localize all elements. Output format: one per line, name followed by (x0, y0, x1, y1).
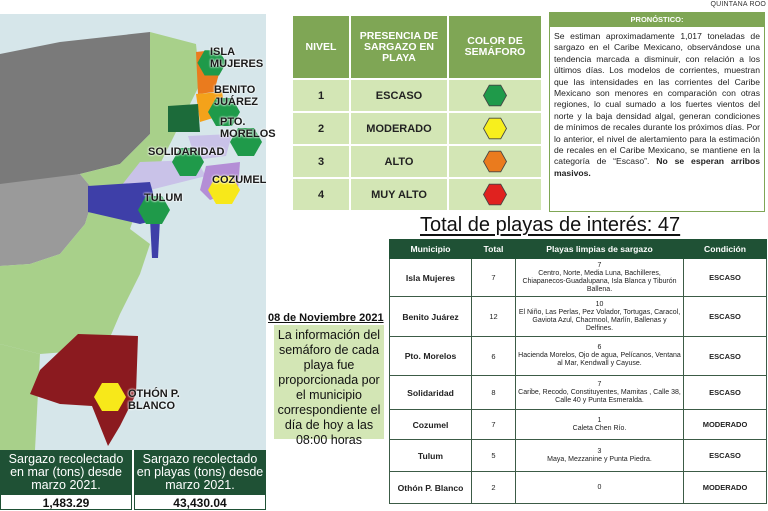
traffic-light-levels-table (291, 14, 543, 212)
beach-total: 8 (472, 376, 516, 410)
orange-hexagon-icon (483, 150, 507, 174)
beaches-header-row (390, 240, 767, 259)
beach-municipality: Benito Juárez (390, 297, 472, 337)
yellow-hexagon-icon (483, 117, 507, 141)
report-date: 08 de Noviembre 2021 (268, 312, 384, 324)
map-label-benito-juarez: BENITO JUÁREZ (214, 84, 259, 108)
table-row (390, 472, 767, 504)
beach-clean (516, 337, 684, 376)
map (0, 14, 276, 450)
beach-clean-count: 3 (597, 447, 602, 455)
forecast-emphasis: No se esperan arribos masivos. (554, 156, 760, 178)
beach-clean (516, 410, 684, 440)
levels-presence: MUY ALTO (350, 178, 448, 211)
beaches-header-condition: Condición (684, 240, 767, 259)
beach-clean (516, 376, 684, 410)
levels-level: 1 (292, 79, 350, 112)
beach-condition: MODERADO (684, 472, 767, 504)
map-label-isla-mujeres: ISLA MUJERES (210, 46, 264, 70)
beach-municipality: Tulum (390, 440, 472, 472)
levels-color-cell (448, 145, 542, 178)
forecast-panel (549, 12, 765, 212)
forecast-text: Se estiman aproximadamente 1,017 toneladas de sargazo en el Caribe Mexicano, observándose una tendencia marcada a disminuir, con relación a los últimos días. Los modelos de corrientes, muestran que las intensidades en las corrientes del Caribe Mexicano son menores en comparación con otras regiones, lo cual sumado a los fuertes vientos del norte y la baja densidad algal, generan condiciones de mínimos de recales durante los próximos días. Por lo anterior, el nivel de alertamiento para la estimación de recales en el Caribe Mexicano, se mantiene en la categoría de “Escaso”. (554, 31, 760, 167)
map-graphic (0, 14, 266, 450)
beaches-header-municipality: Municipio (390, 240, 472, 259)
beach-clean (516, 297, 684, 337)
beach-municipality: Solidaridad (390, 376, 472, 410)
beach-clean (516, 440, 684, 472)
beaches-table (389, 239, 767, 504)
map-label-solidaridad: SOLIDARIDAD (148, 146, 225, 158)
map-land-south (0, 344, 40, 450)
table-row (390, 337, 767, 376)
sargassum-stats (0, 450, 266, 510)
map-zone-tulum-coast (150, 219, 160, 258)
beach-total: 5 (472, 440, 516, 472)
beach-condition: ESCASO (684, 337, 767, 376)
beach-clean-count: 6 (597, 344, 602, 351)
map-label-tulum: TULUM (144, 192, 183, 204)
levels-header-presence: PRESENCIA DE SARGAZO EN PLAYA (350, 15, 448, 79)
stat-sea (0, 450, 132, 510)
levels-level: 3 (292, 145, 350, 178)
beach-clean-list: El Niño, Las Perlas, Pez Volador, Tortugas, Caracol, Gaviota Azul, Chacmool, Marlín, Ballenas y Delfines. (518, 308, 681, 332)
beach-condition: ESCASO (684, 259, 767, 297)
beach-clean-count: 7 (597, 380, 602, 388)
table-row (390, 376, 767, 410)
beach-total: 7 (472, 259, 516, 297)
beach-clean-count: 10 (595, 300, 604, 308)
info-box: La información del semáforo de cada playa fue proporcionada por el municipio correspondiente el día de hoy a las 08:00 horas (274, 325, 384, 439)
stat-beach-value: 43,430.04 (134, 494, 266, 510)
stat-beach-label: Sargazo recolectado en playas (tons) desde marzo 2021. (136, 452, 264, 492)
beach-clean-count: 7 (597, 261, 602, 269)
red-hexagon-icon (483, 183, 507, 207)
beach-total: 2 (472, 472, 516, 504)
beach-municipality: Othón P. Blanco (390, 472, 472, 504)
beach-clean-list: Hacienda Morelos, Ojo de agua, Pelícanos, Ventana al Mar, Kendwall y Cayuse. (518, 352, 681, 367)
beach-clean-list: Maya, Mezzanine y Punta Piedra. (547, 455, 652, 463)
table-row (390, 259, 767, 297)
beach-total: 12 (472, 297, 516, 337)
region-tag: QUINTANA ROO (710, 1, 766, 8)
levels-row (292, 79, 542, 112)
map-label-pto-morelos: PTO. MORELOS (220, 116, 276, 140)
beach-total: 6 (472, 337, 516, 376)
beach-clean (516, 472, 684, 504)
beach-clean-count: 0 (597, 483, 602, 491)
levels-header-level: NIVEL (292, 15, 350, 79)
beach-clean-list: Caleta Chen Río. (572, 424, 627, 432)
table-row (390, 410, 767, 440)
levels-row (292, 178, 542, 211)
beach-total: 7 (472, 410, 516, 440)
beach-condition: MODERADO (684, 410, 767, 440)
beach-condition: ESCASO (684, 297, 767, 337)
forecast-body (550, 27, 764, 179)
map-label-cozumel: COZUMEL (212, 174, 267, 186)
levels-color-cell (448, 112, 542, 145)
levels-row (292, 145, 542, 178)
green-hexagon-icon (483, 84, 507, 108)
levels-level: 2 (292, 112, 350, 145)
levels-color-cell (448, 178, 542, 211)
stat-beach (132, 450, 266, 510)
beach-clean (516, 259, 684, 297)
beach-municipality: Cozumel (390, 410, 472, 440)
stat-sea-value: 1,483.29 (0, 494, 132, 510)
levels-color-cell (448, 79, 542, 112)
beach-municipality: Isla Mujeres (390, 259, 472, 297)
table-row (390, 440, 767, 472)
map-zone-dark-green (168, 104, 200, 132)
beach-municipality: Pto. Morelos (390, 337, 472, 376)
levels-presence: MODERADO (350, 112, 448, 145)
beach-condition: ESCASO (684, 440, 767, 472)
levels-header-row (292, 15, 542, 79)
beaches-header-clean: Playas limpias de sargazo (516, 240, 684, 259)
beach-condition: ESCASO (684, 376, 767, 410)
levels-row (292, 112, 542, 145)
beaches-header-total: Total (472, 240, 516, 259)
levels-presence: ESCASO (350, 79, 448, 112)
beach-clean-list: Caribe, Recodo, Constituyentes, Mamitas , Calle 38, Calle 40 y Punta Esmeralda. (518, 388, 681, 404)
stat-sea-label: Sargazo recolectado en mar (tons) desde marzo 2021. (8, 452, 124, 492)
beach-clean-count: 1 (597, 416, 602, 424)
levels-presence: ALTO (350, 145, 448, 178)
levels-level: 4 (292, 178, 350, 211)
beach-clean-list: Centro, Norte, Media Luna, Bachilleres, Chiapanecos-Guadalupana, Isla Blanca y Tiburón Ballena. (522, 269, 677, 293)
map-label-othon: OTHÓN P. BLANCO (128, 388, 180, 412)
forecast-title: PRONÓSTICO: (550, 13, 764, 27)
table-row (390, 297, 767, 337)
levels-header-color: COLOR DE SEMÁFORO (448, 15, 542, 79)
total-beaches-title: Total de playas de interés: 47 (420, 214, 681, 236)
